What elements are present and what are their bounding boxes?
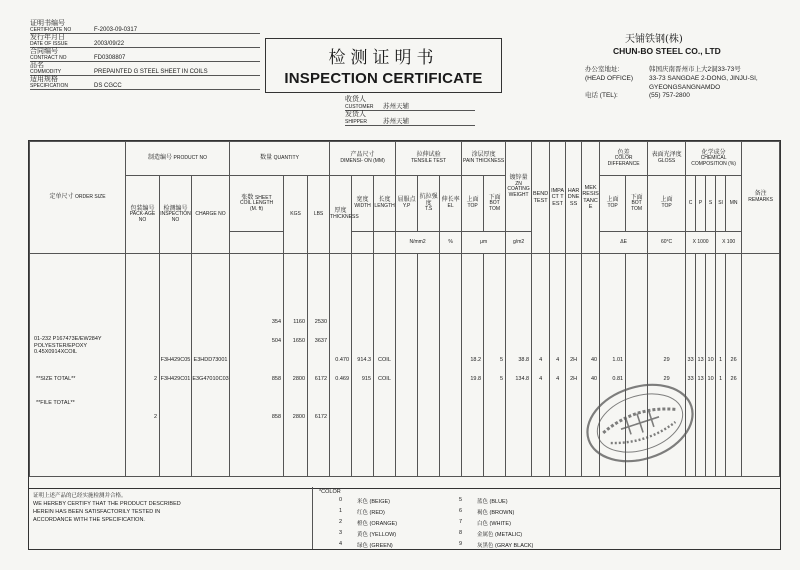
row-mn: 26 <box>730 357 737 364</box>
row-impact: 4 <box>556 376 560 383</box>
color-legend <box>313 487 780 549</box>
order-line: 0.45X0914XCOIL <box>34 349 78 356</box>
paint-en: PAIN THICKNESS <box>462 158 505 165</box>
deg-unit: 60°C <box>648 232 686 254</box>
color-diff-cn: 色差 <box>617 148 630 156</box>
order-description <box>30 324 125 357</box>
size-total-lbs: 6172 <box>314 376 328 383</box>
size-total-sheet: 858 <box>271 376 282 383</box>
shipper-row <box>345 111 475 126</box>
certification-statement <box>29 487 313 549</box>
row-paint-bot: 5 <box>500 376 504 383</box>
company-name-cn: 天铺铁钢(株) <box>625 34 683 45</box>
row-hardness: 2H <box>570 357 578 364</box>
color-item <box>339 530 449 538</box>
dimension-header <box>330 142 396 176</box>
dims-cn: 产品尺寸 <box>350 151 375 159</box>
bot-en: BOT TOM <box>631 200 643 212</box>
row-insp: F3H429C01 <box>160 376 191 383</box>
ts-cn: 抗拉强度 <box>419 193 438 207</box>
row-kgs: 1650 <box>292 338 306 345</box>
pack-col <box>126 254 160 477</box>
row-sheet: 354 <box>271 319 282 326</box>
remarks-en: REMARKS <box>748 197 773 204</box>
color-legend-title: *COLOR <box>319 489 341 495</box>
dims-en: DIMENSI- ON (MM) <box>340 158 385 165</box>
color-diff-en: COLOR DIFFERANCE <box>607 155 640 167</box>
field-value: FD0308807 <box>94 54 126 61</box>
color-item <box>459 530 569 538</box>
lbs-col <box>308 254 330 477</box>
length-en: LENGTH <box>374 203 395 210</box>
tensile-cn: 拉伸试验 <box>416 151 441 159</box>
width-en: WIDTH <box>354 203 371 210</box>
order-size-cell <box>30 254 126 477</box>
row-si: 1 <box>719 357 723 364</box>
row-s: 10 <box>707 357 714 364</box>
color-num: 0 <box>339 497 343 503</box>
color-item <box>339 541 449 549</box>
remarks-col <box>742 254 780 477</box>
product-no-en: PRODUCT NO <box>173 155 208 162</box>
gloss-header <box>648 142 686 176</box>
row-length: COIL <box>378 357 391 364</box>
cert-text-cn: 证明上述产品的已经实施检测并合格。 <box>33 493 127 499</box>
order-line: POLYESTER/EPOXY <box>34 342 88 349</box>
sheet-col <box>230 254 284 477</box>
row-mek: 40 <box>590 357 598 364</box>
tensile-header <box>396 142 462 176</box>
length-unit <box>374 232 396 254</box>
si-col <box>716 254 726 477</box>
paint-cn: 涂层厚度 <box>471 151 496 159</box>
file-total-label: **FILE TOTAL** <box>36 400 75 407</box>
elem-s-header: S <box>706 176 716 232</box>
el-en: EL <box>447 203 454 210</box>
x100-unit: X 100 <box>716 232 742 254</box>
field-date-of-issue <box>30 34 260 48</box>
bot-cn: 下面 <box>488 193 501 201</box>
color-item <box>459 508 569 516</box>
top-en: TOP <box>607 203 618 210</box>
mn-col <box>726 254 742 477</box>
size-total-pack: 2 <box>153 376 157 383</box>
pack-no-header <box>126 176 160 254</box>
row-thick: 0.470 <box>335 357 350 364</box>
order-size-cn: 定单尺寸 <box>49 193 74 201</box>
quantity-cn: 数量 <box>260 154 273 162</box>
thickness-header <box>330 176 359 254</box>
field-contract-no <box>30 48 260 62</box>
charge-no-header <box>192 176 230 254</box>
width-cn: 宽度 <box>356 196 369 204</box>
top-cn: 上面 <box>466 196 479 204</box>
cert-text-en: WE HEREBY CERTIFY THAT THE PRODUCT DESCRIBED <box>33 500 181 507</box>
product-no-header <box>126 142 230 176</box>
addr-value: 韩国庆南晋州市上大2洞33-73号 <box>649 66 741 73</box>
ts-col <box>418 254 440 477</box>
header-fields <box>30 20 260 90</box>
gm2-unit: g/m2 <box>506 232 532 254</box>
gloss-sub-header <box>648 176 686 232</box>
color-text: 白色 (WHITE) <box>477 521 511 527</box>
row-paint-bot: 5 <box>500 357 504 364</box>
addr-value: 33-73 SANGDAE 2-DONG, JINJU-SI, <box>649 74 758 82</box>
zn-en: ZN COATING WEIGHT <box>507 180 530 198</box>
row-width: 914.3 <box>357 357 372 364</box>
hardness-header: HARDNESS <box>566 142 582 254</box>
color-num: 5 <box>459 497 463 503</box>
field-label-en: CONTRACT NO <box>30 54 67 61</box>
field-label-en: SPECIFICATION <box>30 82 68 89</box>
pct-unit: % <box>440 232 462 254</box>
thick-col <box>330 254 352 477</box>
size-total-kgs: 2800 <box>292 376 306 383</box>
color-item <box>459 497 569 505</box>
company-name-en: CHUN-BO STEEL CO., LTD <box>613 46 721 56</box>
field-commodity <box>30 62 260 76</box>
thick-en: THICKNESS <box>330 214 359 221</box>
color-text: 红色 (RED) <box>357 510 385 516</box>
top-en: TOP <box>661 203 672 210</box>
kgs-col <box>284 254 308 477</box>
color-item <box>339 519 449 527</box>
cert-text-en: ACCORDANCE WITH THE SPECIFICATION. <box>33 516 145 523</box>
mek-resistance-header: MEK RESISTANCE <box>582 142 600 254</box>
yp-header <box>396 176 418 232</box>
field-label-cn: 合同编号 <box>30 48 58 56</box>
row-si: 1 <box>719 376 723 383</box>
sheet-en: SHEET <box>254 194 272 201</box>
paint-top-header <box>462 176 484 232</box>
zn-col <box>506 254 532 477</box>
file-total-sheet: 858 <box>271 414 282 421</box>
addr-key: 办公室地址: <box>585 66 620 73</box>
remarks-cn: 备注 <box>754 190 767 198</box>
bend-col <box>532 254 550 477</box>
x1000-unit: X 1000 <box>686 232 716 254</box>
nmm2-unit: N/mm2 <box>396 232 440 254</box>
thick-cn: 厚度 <box>334 207 347 215</box>
ts-en: T.S <box>424 206 433 213</box>
field-certificate-no <box>30 20 260 34</box>
elem-c-header: C <box>686 176 696 232</box>
field-value: DS CGCC <box>94 82 122 89</box>
el-cn: 伸长率 <box>441 196 460 204</box>
length-col <box>374 254 396 477</box>
impact-test-header: IMPACT TEST <box>550 142 566 254</box>
title-english: INSPECTION CERTIFICATE <box>284 70 483 87</box>
shipper-label-cn: 发货人 <box>345 111 366 118</box>
color-num: 4 <box>339 541 343 547</box>
addr-value: GYEONGSANGNAMDO <box>649 83 721 91</box>
length-header <box>374 176 396 232</box>
sheet-header <box>230 176 284 232</box>
color-num: 3 <box>339 530 343 536</box>
um-unit: μm <box>462 232 506 254</box>
pack-en: PACK-AGE NO <box>129 211 156 223</box>
addr-key: 电话 (TEL): <box>585 92 618 100</box>
coil-length-en: COIL LENGTH <box>239 200 274 207</box>
customer-label-en: CUSTOMER <box>345 104 374 110</box>
row-width: 915 <box>361 376 372 383</box>
field-value: 2003/09/22 <box>94 40 125 47</box>
paint-bot-header <box>484 176 506 232</box>
row-gloss: 29 <box>663 376 670 383</box>
bot-cn: 下面 <box>630 193 643 201</box>
el-col <box>440 254 462 477</box>
order-size-header <box>30 142 126 254</box>
color-num: 7 <box>459 519 463 525</box>
row-bend: 4 <box>539 376 543 383</box>
gloss-en: GLOSS <box>657 158 676 165</box>
row-lbs: 2530 <box>314 319 328 326</box>
field-label-cn: 证明书编号 <box>30 20 65 28</box>
cert-text-en: HEREIN HAS BEEN SATISFACTORILY TESTED IN <box>33 508 161 515</box>
charge-col <box>192 254 230 477</box>
zn-cn: 镀锌量 <box>509 173 528 181</box>
color-num: 1 <box>339 508 343 514</box>
shipper-label-en: SHIPPER <box>345 119 367 125</box>
color-num: 8 <box>459 530 463 536</box>
row-kgs: 1160 <box>293 319 306 326</box>
bot-en: BOT TOM <box>489 200 501 212</box>
yp-en: Y.P <box>402 203 411 210</box>
footer-block <box>28 487 781 550</box>
chem-en: CHEMICAL COMPOSITION (%) <box>691 155 736 167</box>
row-gloss: 29 <box>663 357 670 364</box>
customer-block <box>345 96 475 126</box>
row-insp: F3H429C05 <box>160 357 191 364</box>
company-seal-stamp <box>580 375 700 470</box>
product-no-cn: 制造编号 <box>147 154 172 162</box>
paint-thickness-header <box>462 142 506 176</box>
width-unit <box>352 232 374 254</box>
row-c: 33 <box>687 357 694 364</box>
color-num: 2 <box>339 519 343 525</box>
insp-en: INSPECTION NO <box>160 211 191 223</box>
order-line: 01-232 P167473E/EW284Y <box>34 335 102 342</box>
color-text: 蓝色 (BLUE) <box>477 499 508 505</box>
color-bot-header <box>626 176 648 232</box>
s-col <box>706 254 716 477</box>
coil-length-unit: (M. ft) <box>250 205 264 212</box>
color-text: 黄色 (YELLOW) <box>357 532 397 538</box>
row-p: 13 <box>697 376 704 383</box>
color-num: 9 <box>459 541 463 547</box>
row-charge: E3HDD73001 <box>193 357 228 364</box>
field-label-en: DATE OF ISSUE <box>30 40 68 47</box>
color-legend-grid <box>339 497 774 549</box>
color-top-header <box>600 176 626 232</box>
row-charge: E3G47010C03 <box>192 376 229 383</box>
field-label-en: CERTIFICATE NO <box>30 26 72 33</box>
company-address <box>585 66 785 101</box>
row-impact: 4 <box>556 357 560 364</box>
width-col <box>352 254 374 477</box>
color-item <box>339 497 449 505</box>
order-size-en: ORDER SIZE <box>74 194 106 201</box>
insp-cn: 检测编号 <box>163 204 188 212</box>
row-length: COIL <box>378 376 391 383</box>
row-paint-top: 19.8 <box>470 376 482 383</box>
customer-label-cn: 收货人 <box>345 96 366 103</box>
color-num: 6 <box>459 508 463 514</box>
field-specification <box>30 76 260 90</box>
insp-col <box>160 254 192 477</box>
color-item <box>459 541 569 549</box>
width-header <box>352 176 374 232</box>
top-en: TOP <box>467 203 478 210</box>
row-lbs: 3637 <box>314 338 328 345</box>
file-total-kgs: 2800 <box>292 414 306 421</box>
gloss-cn: 表面光泽度 <box>651 151 682 159</box>
document-title <box>265 38 502 93</box>
field-value: F-2003-09-0317 <box>94 26 138 33</box>
color-text: 绿色 (GREEN) <box>357 543 393 549</box>
elem-mn-header: MN <box>726 176 742 232</box>
paint-bot-col <box>484 254 506 477</box>
row-zn: 38.8 <box>518 357 530 364</box>
color-diff-header <box>600 142 648 176</box>
field-value: PREPAINTED G STEEL SHEET IN COILS <box>94 68 208 75</box>
insp-no-header <box>160 176 192 254</box>
color-text: 灰黑色 (GRAY BLACK) <box>477 543 534 549</box>
elem-p-header: P <box>696 176 706 232</box>
row-paint-top: 18.2 <box>470 357 482 364</box>
yp-col <box>396 254 418 477</box>
field-label-cn: 品名 <box>30 62 44 70</box>
chem-cn: 化学成分 <box>701 148 726 156</box>
color-text: 米色 (BEIGE) <box>357 499 391 505</box>
color-item <box>459 519 569 527</box>
addr-value: (55) 757-2800 <box>649 92 690 100</box>
quantity-header <box>230 142 330 176</box>
row-c: 33 <box>687 376 694 383</box>
customer-value: 苏州天辅 <box>383 103 409 110</box>
row-mek: 40 <box>590 376 598 383</box>
lbs-header: LBS <box>308 176 330 254</box>
elem-si-header: SI <box>716 176 726 232</box>
sheet-unit <box>230 232 284 254</box>
kgs-header: KGS <box>284 176 308 254</box>
delta-e-unit: ΔE <box>600 232 648 254</box>
row-thick: 0.469 <box>335 376 350 383</box>
file-total-pack: 2 <box>153 414 157 421</box>
row-bend: 4 <box>539 357 543 364</box>
yp-cn: 屈服点 <box>397 196 416 204</box>
length-cn: 长度 <box>378 196 391 204</box>
color-item <box>339 508 449 516</box>
title-chinese: 检测证明书 <box>328 48 439 68</box>
row-hardness: 2H <box>570 376 578 383</box>
ts-header <box>418 176 440 232</box>
row-delta-e: 1.01 <box>612 357 624 364</box>
pack-cn: 包装编号 <box>130 204 155 212</box>
chem-header <box>686 142 742 176</box>
field-label-en: COMMODITY <box>30 68 62 75</box>
bend-test-header: BEND TEST <box>532 142 550 254</box>
size-total-label: **SIZE TOTAL** <box>36 376 76 383</box>
top-cn: 上面 <box>606 196 619 204</box>
row-delta-e: 0.81 <box>612 376 624 383</box>
quantity-en: QUANTITY <box>273 155 299 162</box>
color-text: 橙色 (ORANGE) <box>357 521 398 527</box>
shipper-value: 苏州天辅 <box>383 118 409 125</box>
impact-col <box>550 254 566 477</box>
row-mn: 26 <box>730 376 737 383</box>
addr-key: (HEAD OFFICE) <box>585 74 634 82</box>
tensile-en: TENSILE TEST <box>411 158 447 165</box>
el-header <box>440 176 462 232</box>
color-text: 金属色 (METALIC) <box>477 532 523 538</box>
field-label-cn: 适用规格 <box>30 76 58 84</box>
row-p: 13 <box>697 357 704 364</box>
company-block <box>585 30 785 101</box>
file-total-lbs: 6172 <box>314 414 328 421</box>
remarks-header <box>742 142 780 254</box>
top-cn: 上面 <box>660 196 673 204</box>
paint-top-col <box>462 254 484 477</box>
addr-key <box>585 84 649 93</box>
row-sheet: 504 <box>271 338 282 345</box>
sheet-cn: 张数 <box>241 193 254 201</box>
color-text: 褐色 (BROWN) <box>477 510 515 516</box>
charge-en: CHARGE NO <box>195 211 226 218</box>
row-s: 10 <box>707 376 714 383</box>
field-label-cn: 发行年月日 <box>30 34 65 42</box>
zn-coating-header <box>506 142 532 232</box>
row-zn: 134.8 <box>515 376 530 383</box>
